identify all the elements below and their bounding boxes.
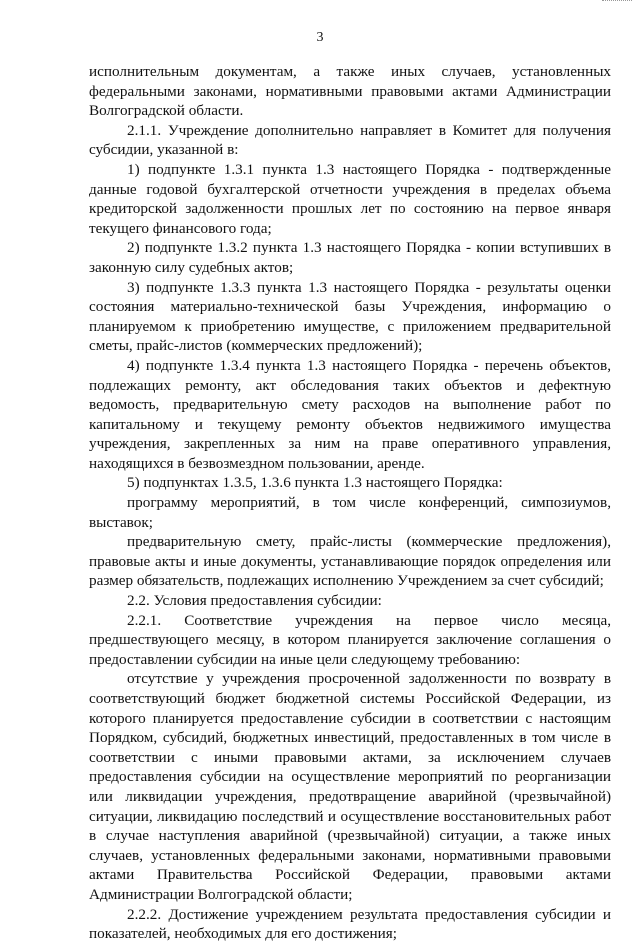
paragraph: 2.1.1. Учреждение дополнительно направляет в Комитет для получения субсидии, указанной в: — [89, 121, 611, 159]
paragraph: 5) подпунктах 1.3.5, 1.3.6 пункта 1.3 настоящего Порядка: — [127, 474, 503, 492]
paragraph: 2.2.1. Соответствие учреждения на первое число месяца, предшествующего месяцу, в котором планируется заключение соглашения о предоставлении субсидии на иные цели следующему требованию: — [89, 611, 611, 668]
scan-artifact — [602, 0, 632, 7]
document-body — [89, 62, 611, 944]
paragraph: 2) подпункте 1.3.2 пункта 1.3 настоящего Порядка - копии вступивших в законную силу судебных актов; — [89, 239, 611, 276]
paragraph: 1) подпункте 1.3.1 пункта 1.3 настоящего Порядка - подтвержденные данные годовой бухгалтерской отчетности учреждения в пределах объема кредиторской задолженности прошлых лет по состоянию на первое января текущего финансового года; — [89, 160, 611, 237]
paragraph: предварительную смету, прайс-листы (коммерческие предложения), правовые акты и иные документы, устанавливающие порядок определения или размер обязательств, подлежащих исполнению Учреждением за счет субсидий; — [89, 533, 611, 590]
page-number: 3 — [316, 30, 324, 45]
paragraph: исполнительным документам, а также иных случаев, установленных федеральными законами, нормативными правовыми актами Администрации Волгоградской области. — [89, 63, 611, 120]
paragraph: 4) подпункте 1.3.4 пункта 1.3 настоящего Порядка - перечень объектов, подлежащих ремонту, акт обследования таких объектов и дефектную ведомость, предварительную смету расходов на выполнение работ по капитальному и текущему ремонту объектов недвижимого имущества учреждения, закрепленных за ним на праве оперативного управления, находящихся в безвозмездном пользовании, аренде. — [89, 356, 611, 472]
paragraph: 2.2. Условия предоставления субсидии: — [127, 592, 382, 610]
paragraph: 3) подпункте 1.3.3 пункта 1.3 настоящего Порядка - результаты оценки состояния материально-технической базы Учреждения, информацию о планируемом к приобретению имуществе, с приложением предварительной сметы, прайс-листов (коммерческих предложений); — [89, 278, 611, 355]
paragraph: программу мероприятий, в том числе конференций, симпозиумов, выставок; — [89, 494, 611, 531]
paragraph: 2.2.2. Достижение учреждением результата предоставления субсидии и показателей, необходимых для его достижения; — [89, 905, 611, 943]
paragraph: отсутствие у учреждения просроченной задолженности по возврату в соответствующий бюджет бюджетной системы Российской Федерации, из которого планируется предоставление субсидии в соответствии с настоящим Порядком, субсидий, бюджетных инвестиций, предоставленных в том числе в соответствии с иными правовыми актами, за исключением случаев предоставления субсидии на осуществление мероприятий по реорганизации или ликвидации учреждения, предотвращение аварийной (чрезвычайной) ситуации, ликвидацию последствий и осуществление восстановительных работ в случае наступления аварийной (чрезвычайной) ситуации, а также иных случаев, установленных федеральными законами, нормативными правовыми актами Правительства Российской Федерации, правовыми актами Администрации Волгоградской области; — [89, 670, 611, 903]
